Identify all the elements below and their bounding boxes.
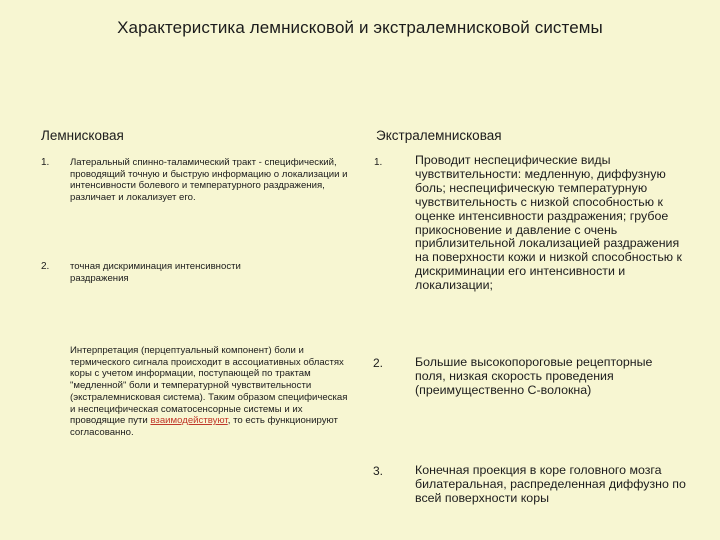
lemniscal-item-1-number: 1.: [41, 157, 50, 168]
page-title: Характеристика лемнисковой и экстралемнисковой системы: [117, 18, 603, 37]
extralemniscal-item-3-number: 3.: [373, 464, 384, 478]
extralemniscal-item-3-text: Конечная проекция в коре головного мозга билатеральная, распределенная диффузно по всей поверхности коры: [415, 463, 686, 505]
lemniscal-item-2-number: 2.: [41, 261, 50, 272]
extralemniscal-item-2-text: Большие высокопороговые рецепторные поля, низкая скорость проведения (преимущественно С-волокна): [415, 355, 653, 397]
lemniscal-item-2-text: точная дискриминация интенсивности раздражения: [70, 261, 241, 284]
interpretation-text-end: , то есть функционируют согласованно.: [70, 415, 338, 438]
extralemniscal-header: Экстралемнисковая: [376, 128, 502, 143]
interpretation-text-start: Интерпретация (перцептуальный компонент) боли и термического сигнала происходит в ассоциативных областях коры с учетом информации, поступающей по трактам "медленной" боли и температурной чувствительности (экстралемнисковая система). Таким образом специфическая и неспецифическая соматосенсорные системы и их проводящие пути: [70, 345, 348, 427]
lemniscal-item-1-text: Латеральный спинно-таламический тракт - специфический, проводящий точную и быструю информацию о локализации и интенсивности болевого и температурного раздражения, различает и локализует его.: [70, 157, 348, 204]
extralemniscal-item-1-number: 1.: [374, 157, 383, 168]
extralemniscal-item-2-number: 2.: [373, 356, 384, 370]
interact-link[interactable]: взаимодействуют: [150, 415, 228, 427]
interpretation-paragraph: [70, 345, 355, 439]
extralemniscal-item-1-text: Проводит неспецифические виды чувствительности: медленную, диффузную боль; неспецифическую температурную чувствительность с низкой способностью к оценке интенсивности раздражения; грубое прикосновение и давление с очень приблизительной локализацией раздражения на поверхности кожи и низкой способностью к дискриминации его интенсивности и локализации;: [415, 153, 682, 293]
lemniscal-header: Лемнисковая: [41, 128, 124, 143]
